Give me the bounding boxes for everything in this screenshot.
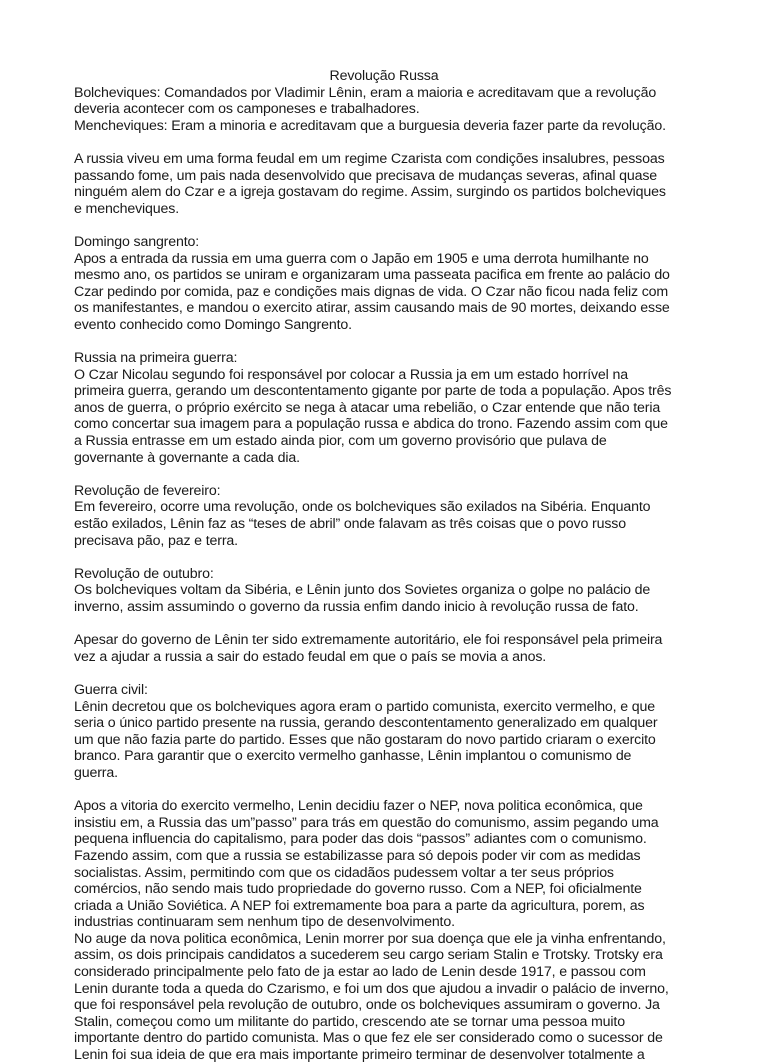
text-line: Guerra civil: (74, 681, 148, 698)
text-line: considerado principalmente pelo fato de ja estar ao lado de Lenin desde 1917, e passou com (74, 964, 646, 981)
document-title: Revolução Russa (329, 68, 439, 84)
text-line: A russia viveu em uma forma feudal em um regime Czarista com condições insalubres, pessoas (74, 150, 665, 167)
text-line: precisava pão, paz e terra. (74, 532, 238, 549)
text-line: socialistas. Assim, permitindo com que os cidadãos pudessem voltar a ter seus próprios (74, 864, 614, 881)
text-line: Lenin durante toda a queda do Czarismo, e foi um dos que ajudou a invadir o palácio de inverno, (74, 980, 669, 997)
document-body (74, 85, 710, 1064)
paragraph-gap (74, 616, 710, 633)
text-line: guerra. (74, 764, 118, 781)
text-line: Russia na primeira guerra: (74, 350, 238, 367)
text-line: O Czar Nicolau segundo foi responsável por colocar a Russia ja em um estado horrível na (74, 366, 628, 383)
text-line: e mencheviques. (74, 200, 180, 217)
text-line: como concertar sua imagem para a população russa e abdica do trono. Fazendo assim com que (74, 416, 668, 433)
text-line: estão exilados, Lênin faz as “teses de abril” onde falavam as três coisas que o povo russo (74, 516, 626, 533)
text-line: insistiu em, a Russia das um”passo” para trás em questão do comunismo, assim pegando uma (74, 814, 659, 831)
paragraph-gap (74, 334, 710, 351)
text-line: industrias continuaram sem nenhum tipo de desenvolvimento. (74, 914, 455, 931)
text-line: Czar pedindo por comida, paz e condições mais dignas de vida. O Czar não ficou nada feliz com (74, 283, 669, 300)
text-line: Domingo sangrento: (74, 233, 200, 250)
text-line: Revolução de fevereiro: (74, 482, 221, 499)
text-line: primeira guerra, gerando um descontentamento gigante por parte de toda a população. Apos três (74, 383, 672, 400)
text-line: criada a União Soviética. A NEP foi extremamente boa para a parte da agricultura, porem, as (74, 897, 645, 914)
text-line: Revolução de outubro: (74, 565, 214, 582)
text-line: Apesar do governo de Lênin ter sido extremamente autoritário, ele foi responsável pela primeira (74, 632, 663, 649)
paragraph-gap (74, 665, 710, 682)
text-line: um que não fazia parte do partido. Esses que não gostaram do novo partido criaram o exercito (74, 731, 656, 748)
text-line: branco. Para garantir que o exercito vermelho ganhasse, Lênin implantou o comunismo de (74, 748, 632, 765)
text-line: anos de guerra, o próprio exército se nega à atacar uma rebelião, o Czar entende que não teria (74, 399, 661, 416)
paragraph-gap (74, 549, 710, 566)
text-line: que foi responsável pela revolução de outubro, onde os bolcheviques assumiram o governo. Ja (74, 997, 660, 1014)
text-line: Mencheviques: Eram a minoria e acreditavam que a burguesia deveria fazer parte da revolução. (74, 117, 666, 134)
text-line: Em fevereiro, ocorre uma revolução, onde os bolcheviques são exilados na Sibéria. Enquanto (74, 499, 651, 516)
text-line: a Russia entrasse em um estado ainda pior, com um governo provisório que pulava de (74, 433, 607, 450)
text-line: os manifestantes, e mandou o exercito atirar, assim causando mais de 90 mortes, deixando esse (74, 300, 670, 317)
paragraph-gap (74, 782, 710, 799)
text-line: Apos a entrada da russia em uma guerra com o Japão em 1905 e uma derrota humilhante no (74, 250, 649, 267)
text-line: Apos a vitoria do exercito vermelho, Lenin decidiu fazer o NEP, nova politica econômica, que (74, 798, 643, 815)
text-line: assim, os dois principais candidatos a sucederem seu cargo seriam Stalin e Trotsky. Trotsky era (74, 947, 663, 964)
text-line: Stalin, começou como um militante do partido, crescendo ate se tornar uma pessoa muito (74, 1013, 625, 1030)
text-line: ninguém alem do Czar e a igreja gostavam do regime. Assim, surgindo os partidos bolcheviques (74, 184, 666, 201)
text-line: evento conhecido como Domingo Sangrento. (74, 316, 352, 333)
text-line: No auge da nova politica econômica, Lenin morrer por sua doença que ele ja vinha enfrentando, (74, 930, 666, 947)
text-line: importante dentro do partido comunista. Mas o que fez ele ser considerado como o sucessor de (74, 1030, 663, 1047)
text-line: Lênin decretou que os bolcheviques agora eram o partido comunista, exercito vermelho, e que (74, 698, 656, 715)
text-line: Lenin foi sua ideia de que era mais importante primeiro terminar de desenvolver totalmente a (74, 1047, 645, 1064)
text-line: seria o único partido presente na russia, gerando descontentamento generalizado em qualquer (74, 715, 658, 732)
text-line: Os bolcheviques voltam da Sibéria, e Lênin junto dos Sovietes organiza o golpe no palácio de (74, 582, 651, 599)
text-line: pequena influencia do capitalismo, para poder das dois “passos” adiantes com o comunismo. (74, 831, 647, 848)
text-line: passando fome, um pais nada desenvolvido que precisava de mudanças severas, afinal quase (74, 167, 658, 184)
text-line: Fazendo assim, com que a russia se estabilizasse para só depois poder vir com as medidas (74, 847, 641, 864)
paragraph-gap (74, 466, 710, 483)
text-line: governante à governante a cada dia. (74, 449, 300, 466)
text-line: vez a ajudar a russia a sair do estado feudal em que o país se movia a anos. (74, 648, 547, 665)
paragraph-gap (74, 217, 710, 234)
paragraph-gap (74, 134, 710, 151)
text-line: inverno, assim assumindo o governo da russia enfim dando inicio à revolução russa de fato. (74, 599, 639, 615)
text-line: mesmo ano, os partidos se uniram e organizaram uma passeata pacifica em frente ao palácio do (74, 267, 670, 284)
text-line: comércios, não sendo mais tudo propriedade do governo russo. Com a NEP, foi oficialmente (74, 881, 642, 898)
text-line: Bolcheviques: Comandados por Vladimir Lênin, eram a maioria e acreditavam que a revolução (74, 84, 657, 101)
text-line: deveria acontecer com os camponeses e trabalhadores. (74, 101, 420, 118)
